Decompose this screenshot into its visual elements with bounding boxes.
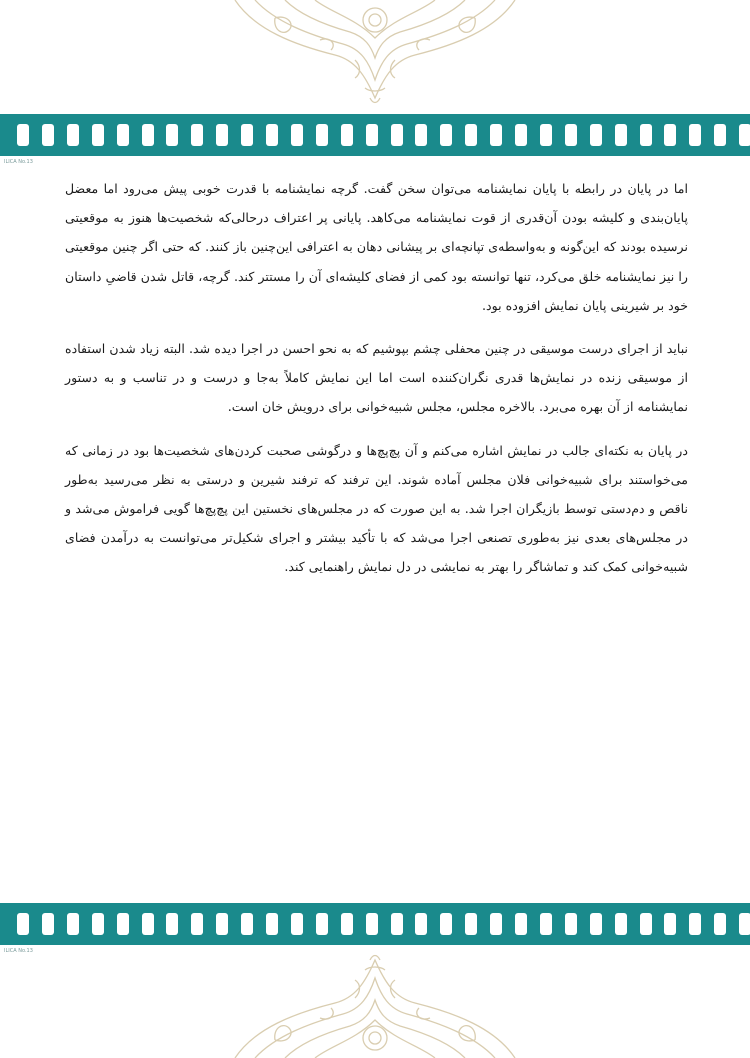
perforation-hole	[515, 913, 527, 935]
perforation-hole	[42, 913, 54, 935]
perforation-hole	[216, 124, 228, 146]
perforation-hole	[391, 124, 403, 146]
perforation-hole	[341, 913, 353, 935]
arabesque-ornament-icon	[215, 0, 535, 110]
paragraph: در پایان به نکته‌ای جالب در نمایش اشاره می‌کنم و آن پچ‌پچ‌ها و درگوشی صحبت کردن‌های شخصیت‌ها بود در زمانی که می‌خواستند برای شبیه‌خوانی فلان مجلس آماده شوند. این ترفند که ترفند شیرین و درستی به نظر می‌رسید به‌طور ناقص و دم‌دستی توسط بازیگران اجرا شد. به این صورت که در مجلس‌های نخستین این پچ‌پچ‌ها گویی فراموش می‌شد و در مجلس‌های بعدی نیز به‌طوری تصنعی اجرا می‌شد که با تأکید بیشتر و اجرای شکیل‌تر می‌توانست به درآمدن فضای شبیه‌خوانی کمک کند و تماشاگر را بهتر به نمایشی در دل نمایش راهنمایی کند.	[65, 442, 688, 575]
perforation-hole	[640, 913, 652, 935]
perforation-hole	[664, 124, 676, 146]
perforation-hole	[92, 124, 104, 146]
filmstrip-code: ILICA No.13	[4, 159, 33, 165]
perforation-hole	[664, 913, 676, 935]
arabesque-ornament-icon	[215, 948, 535, 1058]
perforation-hole	[465, 124, 477, 146]
perforation-hole	[590, 913, 602, 935]
perforation-hole	[191, 124, 203, 146]
perforation-hole	[67, 124, 79, 146]
perforation-hole	[341, 124, 353, 146]
article-body	[65, 174, 688, 596]
filmstrip-perforations	[0, 124, 750, 146]
perforation-hole	[739, 913, 750, 935]
perforation-hole	[42, 124, 54, 146]
perforation-hole	[565, 913, 577, 935]
perforation-hole	[241, 913, 253, 935]
perforation-hole	[415, 913, 427, 935]
perforation-hole	[191, 913, 203, 935]
paragraph: نباید از اجرای درست موسیقی در چنین محفلی چشم بپوشیم که به نحو احسن در اجرا دیده شد. البته زیاد شدن استفاده از موسیقی زنده در نمایش‌ها قدری نگران‌کننده است اما این نمایش کاملاً به‌جا و درست و در تناسب و به دستور نمایشنامه از آن بهره می‌برد. بالاخره مجلس، مجلس شبیه‌خوانی برای درویش خان است.	[65, 341, 688, 415]
perforation-hole	[142, 124, 154, 146]
filmstrip-top	[0, 114, 750, 165]
perforation-hole	[117, 913, 129, 935]
perforation-hole	[615, 124, 627, 146]
perforation-hole	[291, 913, 303, 935]
perforation-hole	[465, 913, 477, 935]
perforation-hole	[366, 913, 378, 935]
perforation-hole	[689, 913, 701, 935]
perforation-hole	[415, 124, 427, 146]
perforation-hole	[216, 913, 228, 935]
perforation-hole	[291, 124, 303, 146]
perforation-hole	[17, 124, 29, 146]
perforation-hole	[590, 124, 602, 146]
perforation-hole	[166, 124, 178, 146]
filmstrip-code: ILICA No.13	[4, 948, 33, 954]
perforation-hole	[714, 913, 726, 935]
perforation-hole	[540, 913, 552, 935]
perforation-hole	[67, 913, 79, 935]
perforation-hole	[142, 913, 154, 935]
filmstrip-perforations	[0, 913, 750, 935]
perforation-hole	[166, 913, 178, 935]
perforation-hole	[266, 124, 278, 146]
perforation-hole	[241, 124, 253, 146]
perforation-hole	[565, 124, 577, 146]
perforation-hole	[391, 913, 403, 935]
filmstrip-bottom	[0, 903, 750, 954]
perforation-hole	[92, 913, 104, 935]
perforation-hole	[117, 124, 129, 146]
perforation-hole	[316, 124, 328, 146]
perforation-hole	[739, 124, 750, 146]
perforation-hole	[540, 124, 552, 146]
perforation-hole	[366, 124, 378, 146]
perforation-hole	[17, 913, 29, 935]
perforation-hole	[640, 124, 652, 146]
perforation-hole	[515, 124, 527, 146]
perforation-hole	[440, 124, 452, 146]
perforation-hole	[689, 124, 701, 146]
perforation-hole	[714, 124, 726, 146]
perforation-hole	[490, 913, 502, 935]
paragraph: اما در پایان در رابطه با پایان نمایشنامه می‌توان سخن گفت. گرچه نمایشنامه با قدرت خوبی پیش می‌رود اما معضل پایان‌بندی و کلیشه بودن آن‌قدری از قوت نمایشنامه می‌کاهد. پایانی پر اعتراف درحالی‌که شخصیت‌ها هنوز به موقعیتی نرسیده بودند که این‌گونه و به‌واسطه‌ی تپانچه‌ای بر پیشانی دهان به اعترافی این‌چنین باز کنند. که حتی اگر چنین موقعیتی را نیز نمایشنامه خلق می‌کرد، تنها توانسته بود کمی از فضای کلیشه‌ای آن را مستتر کند. گرچه، قاتل شدن قاضیِ داستان خود بر شیرینی پایان نمایش افزوده بود.	[65, 181, 688, 313]
perforation-hole	[440, 913, 452, 935]
perforation-hole	[615, 913, 627, 935]
perforation-hole	[490, 124, 502, 146]
perforation-hole	[316, 913, 328, 935]
perforation-hole	[266, 913, 278, 935]
